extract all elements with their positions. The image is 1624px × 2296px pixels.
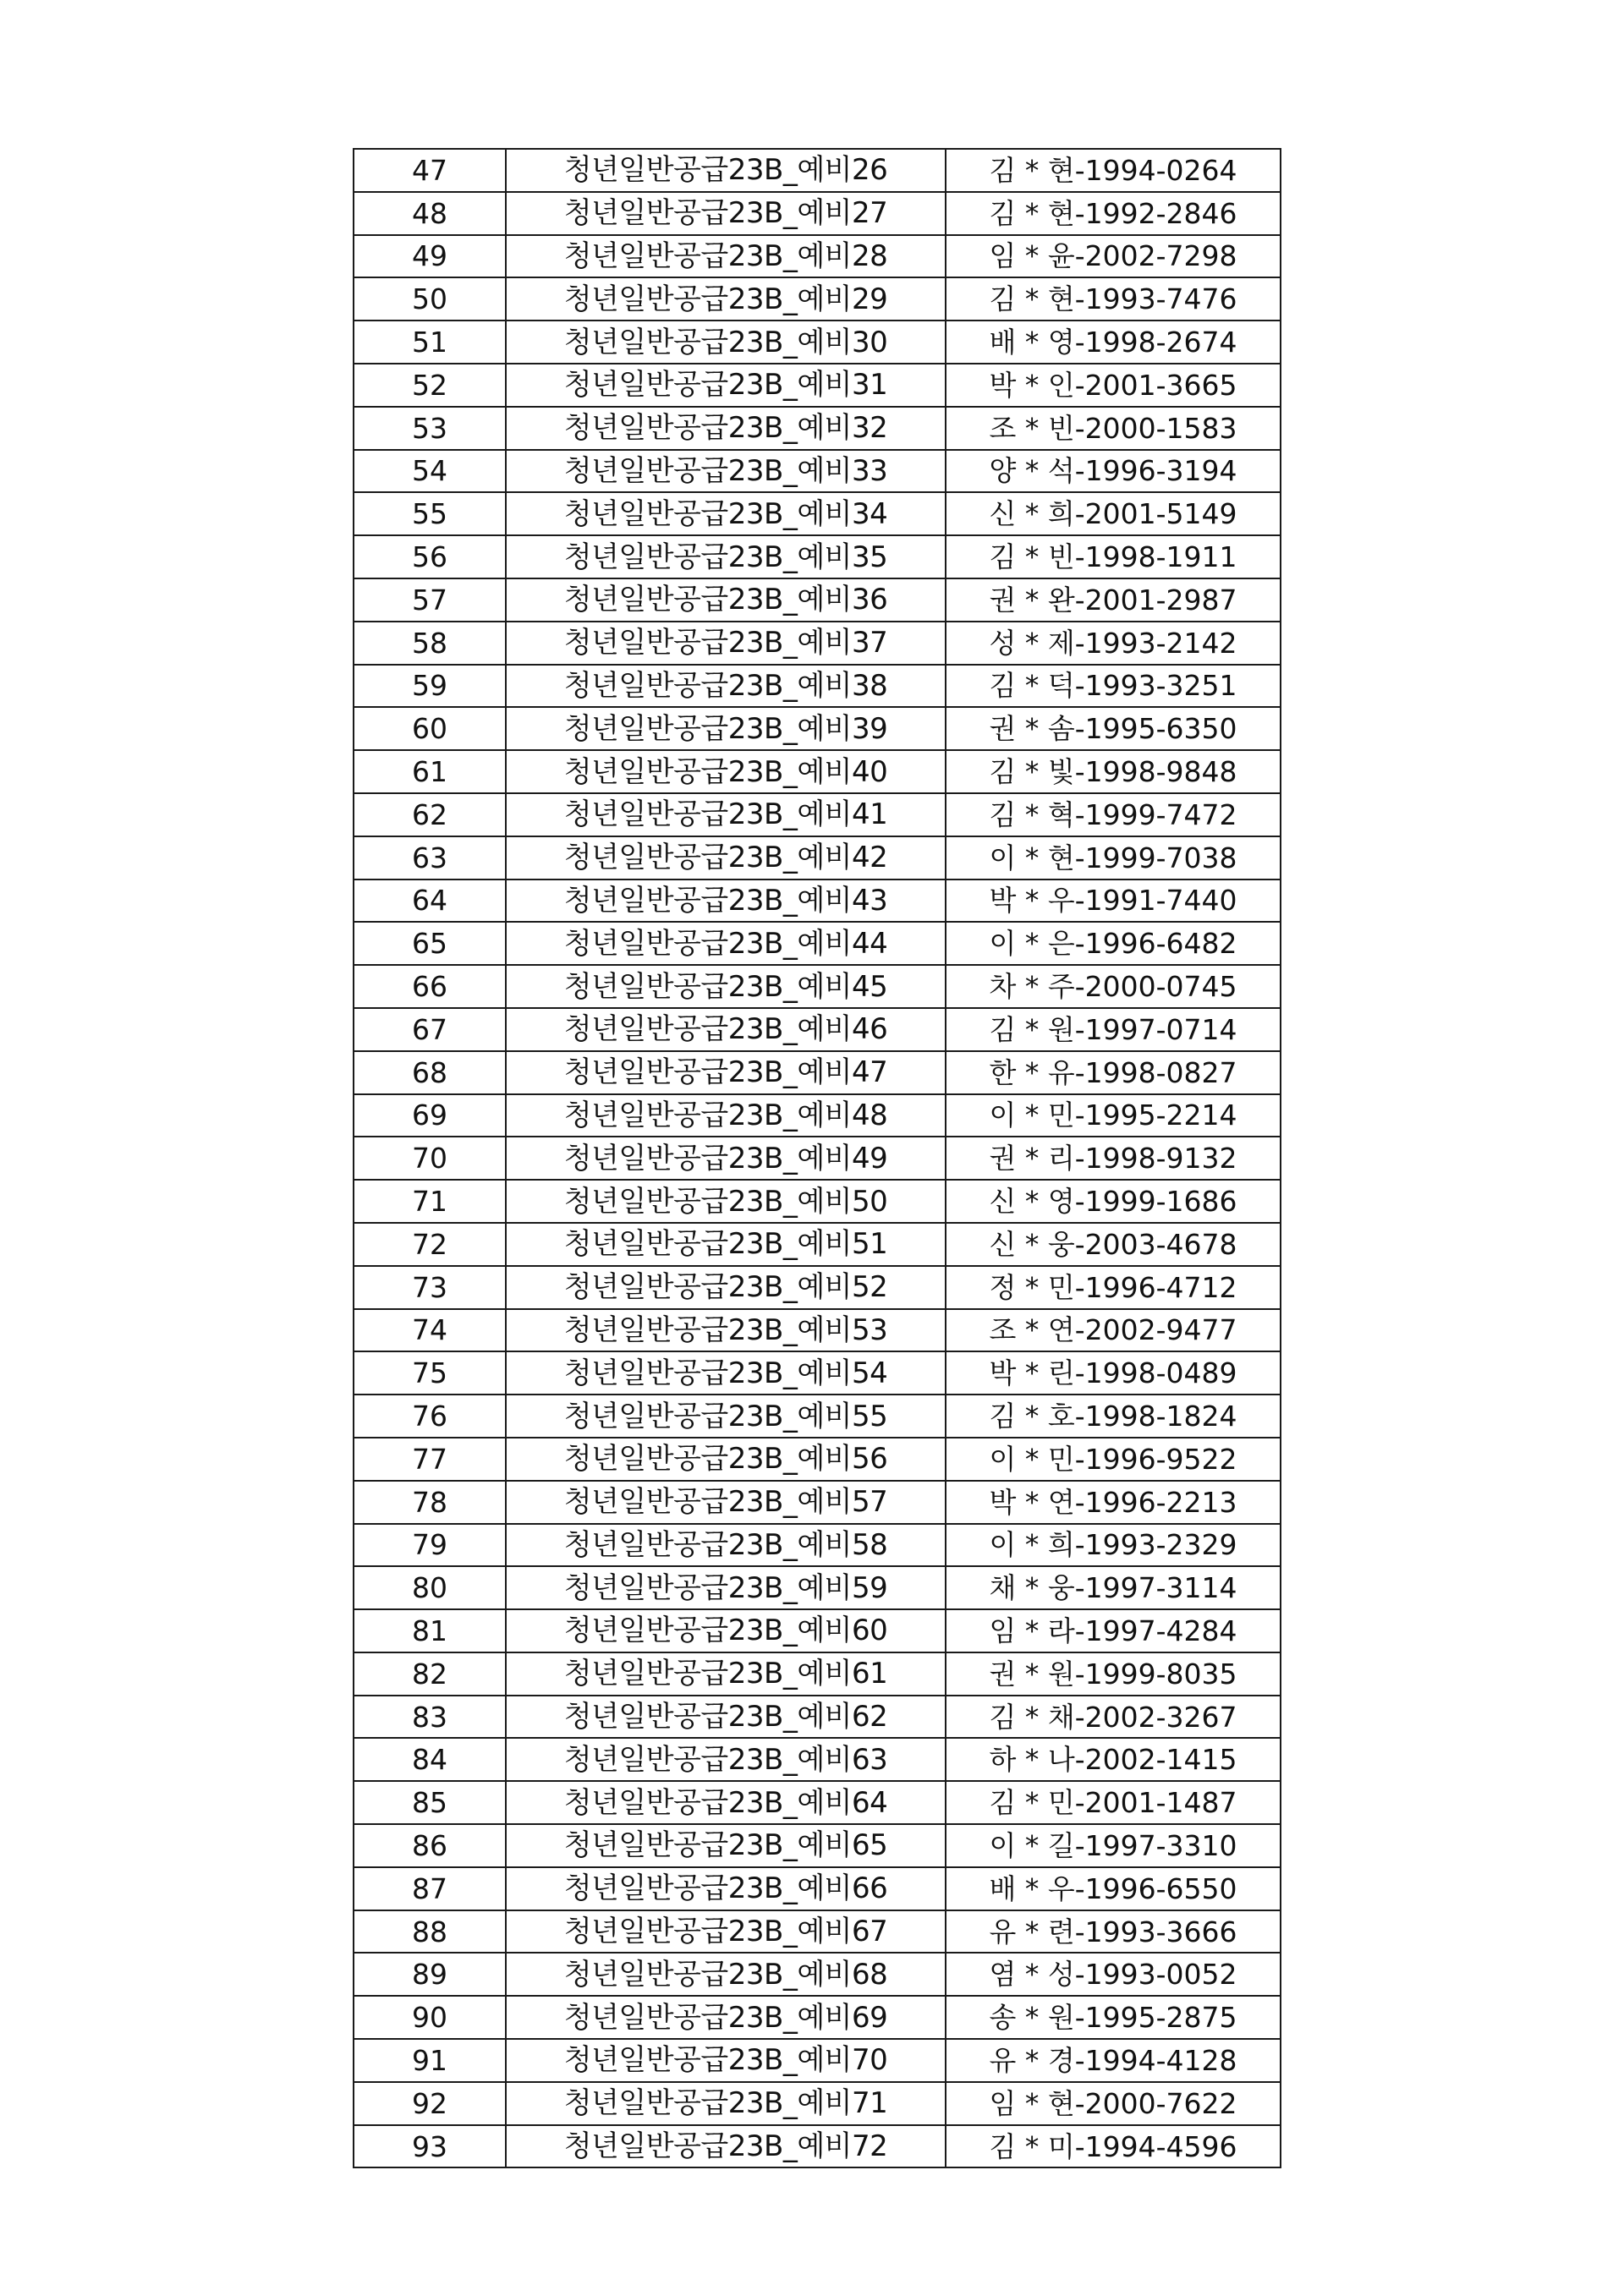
row-number-cell: 57: [354, 578, 506, 622]
row-number-cell: 80: [354, 1566, 506, 1609]
applicant-id-cell: 임 * 라-1997-4284: [946, 1609, 1281, 1652]
row-number-cell: 78: [354, 1481, 506, 1524]
applicant-id-cell: 정 * 민-1996-4712: [946, 1266, 1281, 1309]
supply-type-cell: 청년일반공급23B_예비70: [506, 2039, 946, 2082]
table-row: [354, 1910, 1281, 1954]
row-number-cell: 79: [354, 1524, 506, 1567]
supply-type-cell: 청년일반공급23B_예비26: [506, 149, 946, 192]
table-row: [354, 922, 1281, 965]
row-number-cell: 60: [354, 707, 506, 750]
row-number-cell: 61: [354, 750, 506, 793]
applicant-id-cell: 채 * 웅-1997-3114: [946, 1566, 1281, 1609]
supply-type-cell: 청년일반공급23B_예비38: [506, 665, 946, 708]
row-number-cell: 73: [354, 1266, 506, 1309]
supply-type-cell: 청년일반공급23B_예비32: [506, 407, 946, 450]
table-row: [354, 1609, 1281, 1652]
applicant-id-cell: 김 * 민-2001-1487: [946, 1781, 1281, 1824]
supply-type-cell: 청년일반공급23B_예비55: [506, 1395, 946, 1438]
row-number-cell: 63: [354, 836, 506, 879]
supply-type-cell: 청년일반공급23B_예비46: [506, 1008, 946, 1051]
row-number-cell: 70: [354, 1137, 506, 1180]
row-number-cell: 65: [354, 922, 506, 965]
row-number-cell: 67: [354, 1008, 506, 1051]
applicant-id-cell: 김 * 채-2002-3267: [946, 1696, 1281, 1739]
table-row: [354, 1008, 1281, 1051]
supply-type-cell: 청년일반공급23B_예비44: [506, 922, 946, 965]
supply-type-cell: 청년일반공급23B_예비64: [506, 1781, 946, 1824]
table-row: [354, 1824, 1281, 1867]
applicant-id-cell: 유 * 련-1993-3666: [946, 1910, 1281, 1954]
row-number-cell: 50: [354, 277, 506, 321]
row-number-cell: 48: [354, 192, 506, 235]
table-row: [354, 1996, 1281, 2039]
applicant-id-cell: 신 * 영-1999-1686: [946, 1180, 1281, 1223]
supply-type-cell: 청년일반공급23B_예비67: [506, 1910, 946, 1954]
table-row: [354, 793, 1281, 836]
table-row: [354, 879, 1281, 923]
applicant-id-cell: 신 * 희-2001-5149: [946, 492, 1281, 535]
applicant-id-cell: 김 * 호-1998-1824: [946, 1395, 1281, 1438]
row-number-cell: 52: [354, 364, 506, 407]
applicant-id-cell: 신 * 웅-2003-4678: [946, 1223, 1281, 1266]
applicant-id-cell: 이 * 은-1996-6482: [946, 922, 1281, 965]
supply-type-cell: 청년일반공급23B_예비37: [506, 622, 946, 665]
row-number-cell: 76: [354, 1395, 506, 1438]
table-row: [354, 1180, 1281, 1223]
supply-type-cell: 청년일반공급23B_예비53: [506, 1309, 946, 1352]
table-row: [354, 750, 1281, 793]
table-row: [354, 836, 1281, 879]
applicant-id-cell: 박 * 린-1998-0489: [946, 1351, 1281, 1395]
row-number-cell: 72: [354, 1223, 506, 1266]
table-row: [354, 1481, 1281, 1524]
supply-type-cell: 청년일반공급23B_예비30: [506, 321, 946, 364]
table-row: [354, 192, 1281, 235]
applicant-id-cell: 권 * 완-2001-2987: [946, 578, 1281, 622]
applicant-id-cell: 김 * 현-1992-2846: [946, 192, 1281, 235]
table-row: [354, 321, 1281, 364]
applicant-roster-table: [353, 148, 1281, 2168]
row-number-cell: 62: [354, 793, 506, 836]
row-number-cell: 54: [354, 450, 506, 493]
supply-type-cell: 청년일반공급23B_예비43: [506, 879, 946, 923]
table-row: [354, 1953, 1281, 1996]
row-number-cell: 87: [354, 1867, 506, 1910]
applicant-id-cell: 김 * 덕-1993-3251: [946, 665, 1281, 708]
applicant-id-cell: 김 * 미-1994-4596: [946, 2125, 1281, 2168]
supply-type-cell: 청년일반공급23B_예비68: [506, 1953, 946, 1996]
table-row: [354, 1351, 1281, 1395]
supply-type-cell: 청년일반공급23B_예비41: [506, 793, 946, 836]
supply-type-cell: 청년일반공급23B_예비34: [506, 492, 946, 535]
applicant-id-cell: 김 * 혁-1999-7472: [946, 793, 1281, 836]
table-row: [354, 149, 1281, 192]
row-number-cell: 83: [354, 1696, 506, 1739]
supply-type-cell: 청년일반공급23B_예비61: [506, 1652, 946, 1696]
supply-type-cell: 청년일반공급23B_예비27: [506, 192, 946, 235]
row-number-cell: 51: [354, 321, 506, 364]
table-row: [354, 1395, 1281, 1438]
supply-type-cell: 청년일반공급23B_예비62: [506, 1696, 946, 1739]
table-row: [354, 1696, 1281, 1739]
table-row: [354, 2039, 1281, 2082]
applicant-id-cell: 이 * 현-1999-7038: [946, 836, 1281, 879]
row-number-cell: 64: [354, 879, 506, 923]
row-number-cell: 89: [354, 1953, 506, 1996]
table-row: [354, 665, 1281, 708]
table-row: [354, 1867, 1281, 1910]
table-row: [354, 1266, 1281, 1309]
applicant-id-cell: 임 * 현-2000-7622: [946, 2082, 1281, 2125]
row-number-cell: 47: [354, 149, 506, 192]
applicant-id-cell: 김 * 빛-1998-9848: [946, 750, 1281, 793]
table-row: [354, 535, 1281, 578]
applicant-id-cell: 권 * 원-1999-8035: [946, 1652, 1281, 1696]
supply-type-cell: 청년일반공급23B_예비48: [506, 1094, 946, 1137]
applicant-id-cell: 한 * 유-1998-0827: [946, 1051, 1281, 1094]
table-row: [354, 2125, 1281, 2168]
table-row: [354, 1652, 1281, 1696]
supply-type-cell: 청년일반공급23B_예비35: [506, 535, 946, 578]
supply-type-cell: 청년일반공급23B_예비54: [506, 1351, 946, 1395]
table-row: [354, 1781, 1281, 1824]
table-row: [354, 1566, 1281, 1609]
applicant-id-cell: 박 * 인-2001-3665: [946, 364, 1281, 407]
table-row: [354, 707, 1281, 750]
supply-type-cell: 청년일반공급23B_예비45: [506, 965, 946, 1008]
table-row: [354, 364, 1281, 407]
row-number-cell: 88: [354, 1910, 506, 1954]
supply-type-cell: 청년일반공급23B_예비33: [506, 450, 946, 493]
row-number-cell: 84: [354, 1738, 506, 1781]
supply-type-cell: 청년일반공급23B_예비51: [506, 1223, 946, 1266]
table-row: [354, 235, 1281, 278]
applicant-id-cell: 김 * 현-1994-0264: [946, 149, 1281, 192]
row-number-cell: 69: [354, 1094, 506, 1137]
table-row: [354, 965, 1281, 1008]
applicant-id-cell: 김 * 현-1993-7476: [946, 277, 1281, 321]
supply-type-cell: 청년일반공급23B_예비60: [506, 1609, 946, 1652]
applicant-id-cell: 이 * 길-1997-3310: [946, 1824, 1281, 1867]
table-row: [354, 1094, 1281, 1137]
applicant-id-cell: 유 * 경-1994-4128: [946, 2039, 1281, 2082]
row-number-cell: 86: [354, 1824, 506, 1867]
supply-type-cell: 청년일반공급23B_예비47: [506, 1051, 946, 1094]
table-row: [354, 450, 1281, 493]
supply-type-cell: 청년일반공급23B_예비28: [506, 235, 946, 278]
row-number-cell: 82: [354, 1652, 506, 1696]
table-row: [354, 1438, 1281, 1481]
table-row: [354, 1223, 1281, 1266]
applicant-id-cell: 이 * 희-1993-2329: [946, 1524, 1281, 1567]
applicant-id-cell: 송 * 원-1995-2875: [946, 1996, 1281, 2039]
applicant-id-cell: 배 * 우-1996-6550: [946, 1867, 1281, 1910]
supply-type-cell: 청년일반공급23B_예비39: [506, 707, 946, 750]
row-number-cell: 85: [354, 1781, 506, 1824]
applicant-id-cell: 이 * 민-1996-9522: [946, 1438, 1281, 1481]
row-number-cell: 55: [354, 492, 506, 535]
applicant-id-cell: 조 * 빈-2000-1583: [946, 407, 1281, 450]
supply-type-cell: 청년일반공급23B_예비49: [506, 1137, 946, 1180]
applicant-id-cell: 권 * 솜-1995-6350: [946, 707, 1281, 750]
applicant-id-cell: 양 * 석-1996-3194: [946, 450, 1281, 493]
table-row: [354, 492, 1281, 535]
supply-type-cell: 청년일반공급23B_예비50: [506, 1180, 946, 1223]
row-number-cell: 66: [354, 965, 506, 1008]
supply-type-cell: 청년일반공급23B_예비69: [506, 1996, 946, 2039]
applicant-id-cell: 하 * 나-2002-1415: [946, 1738, 1281, 1781]
supply-type-cell: 청년일반공급23B_예비40: [506, 750, 946, 793]
supply-type-cell: 청년일반공급23B_예비66: [506, 1867, 946, 1910]
row-number-cell: 77: [354, 1438, 506, 1481]
table-row: [354, 1051, 1281, 1094]
row-number-cell: 91: [354, 2039, 506, 2082]
supply-type-cell: 청년일반공급23B_예비52: [506, 1266, 946, 1309]
applicant-id-cell: 배 * 영-1998-2674: [946, 321, 1281, 364]
table-row: [354, 1309, 1281, 1352]
row-number-cell: 56: [354, 535, 506, 578]
row-number-cell: 68: [354, 1051, 506, 1094]
supply-type-cell: 청년일반공급23B_예비59: [506, 1566, 946, 1609]
row-number-cell: 92: [354, 2082, 506, 2125]
supply-type-cell: 청년일반공급23B_예비31: [506, 364, 946, 407]
table-row: [354, 1524, 1281, 1567]
row-number-cell: 74: [354, 1309, 506, 1352]
supply-type-cell: 청년일반공급23B_예비65: [506, 1824, 946, 1867]
supply-type-cell: 청년일반공급23B_예비63: [506, 1738, 946, 1781]
table-row: [354, 1738, 1281, 1781]
table-row: [354, 407, 1281, 450]
applicant-id-cell: 김 * 원-1997-0714: [946, 1008, 1281, 1051]
row-number-cell: 75: [354, 1351, 506, 1395]
table-row: [354, 1137, 1281, 1180]
table-row: [354, 622, 1281, 665]
supply-type-cell: 청년일반공급23B_예비36: [506, 578, 946, 622]
row-number-cell: 93: [354, 2125, 506, 2168]
row-number-cell: 49: [354, 235, 506, 278]
supply-type-cell: 청년일반공급23B_예비29: [506, 277, 946, 321]
applicant-id-cell: 박 * 연-1996-2213: [946, 1481, 1281, 1524]
row-number-cell: 58: [354, 622, 506, 665]
applicant-id-cell: 염 * 성-1993-0052: [946, 1953, 1281, 1996]
applicant-id-cell: 이 * 민-1995-2214: [946, 1094, 1281, 1137]
supply-type-cell: 청년일반공급23B_예비56: [506, 1438, 946, 1481]
supply-type-cell: 청년일반공급23B_예비72: [506, 2125, 946, 2168]
applicant-id-cell: 성 * 제-1993-2142: [946, 622, 1281, 665]
applicant-id-cell: 차 * 주-2000-0745: [946, 965, 1281, 1008]
supply-type-cell: 청년일반공급23B_예비71: [506, 2082, 946, 2125]
applicant-id-cell: 조 * 연-2002-9477: [946, 1309, 1281, 1352]
table-row: [354, 578, 1281, 622]
applicant-id-cell: 김 * 빈-1998-1911: [946, 535, 1281, 578]
supply-type-cell: 청년일반공급23B_예비42: [506, 836, 946, 879]
row-number-cell: 53: [354, 407, 506, 450]
table-row: [354, 2082, 1281, 2125]
row-number-cell: 81: [354, 1609, 506, 1652]
row-number-cell: 59: [354, 665, 506, 708]
row-number-cell: 90: [354, 1996, 506, 2039]
roster-body: [354, 149, 1281, 2167]
supply-type-cell: 청년일반공급23B_예비58: [506, 1524, 946, 1567]
supply-type-cell: 청년일반공급23B_예비57: [506, 1481, 946, 1524]
applicant-id-cell: 권 * 리-1998-9132: [946, 1137, 1281, 1180]
applicant-id-cell: 박 * 우-1991-7440: [946, 879, 1281, 923]
applicant-id-cell: 임 * 윤-2002-7298: [946, 235, 1281, 278]
table-row: [354, 277, 1281, 321]
row-number-cell: 71: [354, 1180, 506, 1223]
